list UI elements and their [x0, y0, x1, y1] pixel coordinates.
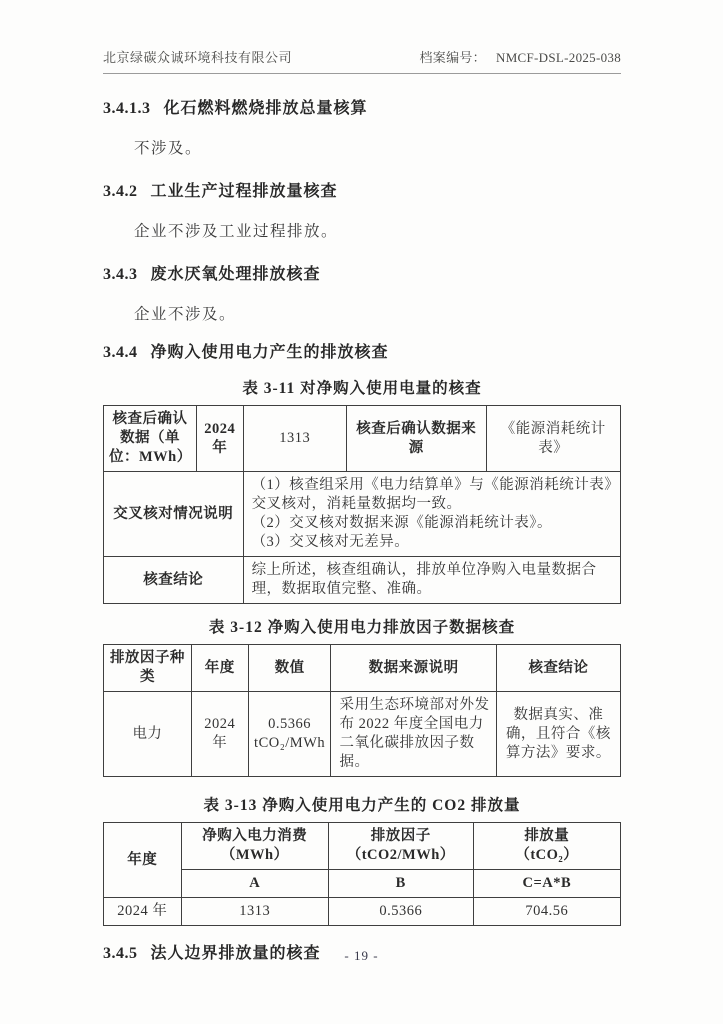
source-header: 数据来源说明 — [331, 645, 496, 692]
header-line: 排放量 — [524, 828, 570, 844]
confirmed-value-cell: 1313 — [243, 406, 346, 472]
consumption-header — [181, 823, 328, 870]
archive-number — [419, 47, 621, 66]
year-cell: 2024 年 — [104, 898, 182, 926]
cross-check-cell — [243, 472, 620, 557]
section-body-343: 企业不涉及。 — [134, 306, 237, 323]
cross-check-item: （3）交叉核对无差异。 — [251, 534, 410, 550]
section-heading-343 — [103, 266, 621, 284]
section-number: 3.4.1.3 — [103, 100, 151, 117]
factor-type-cell: 电力 — [104, 692, 192, 777]
col-key-b: B — [328, 870, 473, 898]
section-title: 废水厌氧处理排放核查 — [150, 266, 321, 283]
table-formula-row — [104, 870, 621, 898]
factor-cell: 0.5366 — [328, 898, 473, 926]
col-key-c: C=A*B — [473, 870, 620, 898]
section-number: 3.4.3 — [103, 266, 138, 283]
factor-value-cell — [248, 692, 331, 777]
section-title: 化石燃料燃烧排放总量核算 — [163, 100, 368, 117]
header-unit: （tCO₂） — [515, 847, 579, 863]
table-3-11-caption: 表 3-11 对净购入使用电量的核查 — [242, 380, 482, 397]
table-header-row — [104, 823, 621, 870]
cross-check-item: （1）核查组采用《电力结算单》与《能源消耗统计表》交叉核对，消耗量数据均一致。 — [251, 477, 613, 512]
factor-header — [328, 823, 473, 870]
archive-number-label: 档案编号： — [419, 50, 486, 65]
table-3-12 — [103, 644, 621, 777]
table-3-11 — [103, 405, 621, 604]
table-row — [104, 692, 621, 777]
header-line: 净购入电力消费 — [202, 828, 308, 844]
factor-source-cell: 采用生态环境部对外发布 2022 年度全国电力二氧化碳排放因子数据。 — [331, 692, 496, 777]
confirmed-data-label: 核查后确认数据（单位：MWh） — [104, 406, 197, 472]
consumption-cell: 1313 — [181, 898, 328, 926]
conclusion-cell: 综上所述，核查组确认，排放单位净购入电量数据合理，数据取值完整、准确。 — [243, 557, 620, 604]
table-header-row — [104, 645, 621, 692]
value-header: 数值 — [248, 645, 331, 692]
year-header: 年度 — [191, 645, 248, 692]
col-key-a: A — [181, 870, 328, 898]
archive-number-value: NMCF-DSL-2025-038 — [496, 50, 621, 65]
data-source-label: 核查后确认数据来源 — [346, 406, 486, 472]
table-3-13-caption: 表 3-13 净购入使用电力产生的 CO2 排放量 — [203, 797, 521, 814]
section-title: 工业生产过程排放量核查 — [150, 183, 338, 200]
company-name: 北京绿碳众诚环境科技有限公司 — [103, 50, 293, 65]
table-row — [104, 406, 621, 472]
section-heading-3413 — [103, 100, 621, 118]
header-line: 排放因子 — [370, 828, 431, 844]
section-number: 3.4.5 — [103, 945, 138, 962]
cross-check-item: （2）交叉核对数据来源《能源消耗统计表》。 — [251, 515, 553, 531]
factor-type-header: 排放因子种类 — [104, 645, 192, 692]
data-source-cell: 《能源消耗统计表》 — [486, 406, 620, 472]
conclusion-header: 核查结论 — [496, 645, 620, 692]
section-title: 净购入使用电力产生的排放核查 — [150, 344, 389, 361]
header-unit: （tCO2/MWh） — [346, 847, 455, 863]
table-3-12-caption: 表 3-12 净购入使用电力排放因子数据核查 — [208, 619, 516, 636]
section-number: 3.4.2 — [103, 183, 138, 200]
factor-value: 0.5366 — [268, 716, 312, 732]
emission-cell: 704.56 — [473, 898, 620, 926]
table-3-13 — [103, 822, 621, 926]
section-heading-342 — [103, 183, 621, 201]
section-heading-344 — [103, 344, 621, 362]
table-row — [104, 472, 621, 557]
table-row — [104, 898, 621, 926]
cross-check-label: 交叉核对情况说明 — [104, 472, 244, 557]
emission-header — [473, 823, 620, 870]
header-unit: （MWh） — [220, 847, 289, 863]
page-content — [103, 0, 621, 963]
section-body-3413: 不涉及。 — [134, 140, 203, 157]
year-header: 年度 — [104, 823, 182, 898]
factor-unit: tCO₂/MWh — [254, 735, 326, 751]
year-cell: 2024 年 — [197, 406, 244, 472]
conclusion-label: 核查结论 — [104, 557, 244, 604]
factor-conclusion-cell: 数据真实、准确，且符合《核算方法》要求。 — [496, 692, 620, 777]
section-title: 法人边界排放量的核查 — [150, 945, 321, 962]
section-number: 3.4.4 — [103, 344, 138, 361]
year-cell: 2024 年 — [191, 692, 248, 777]
page-number: - 19 - — [344, 948, 379, 963]
table-row — [104, 557, 621, 604]
section-body-342: 企业不涉及工业过程排放。 — [134, 223, 339, 240]
page-header — [103, 0, 621, 74]
